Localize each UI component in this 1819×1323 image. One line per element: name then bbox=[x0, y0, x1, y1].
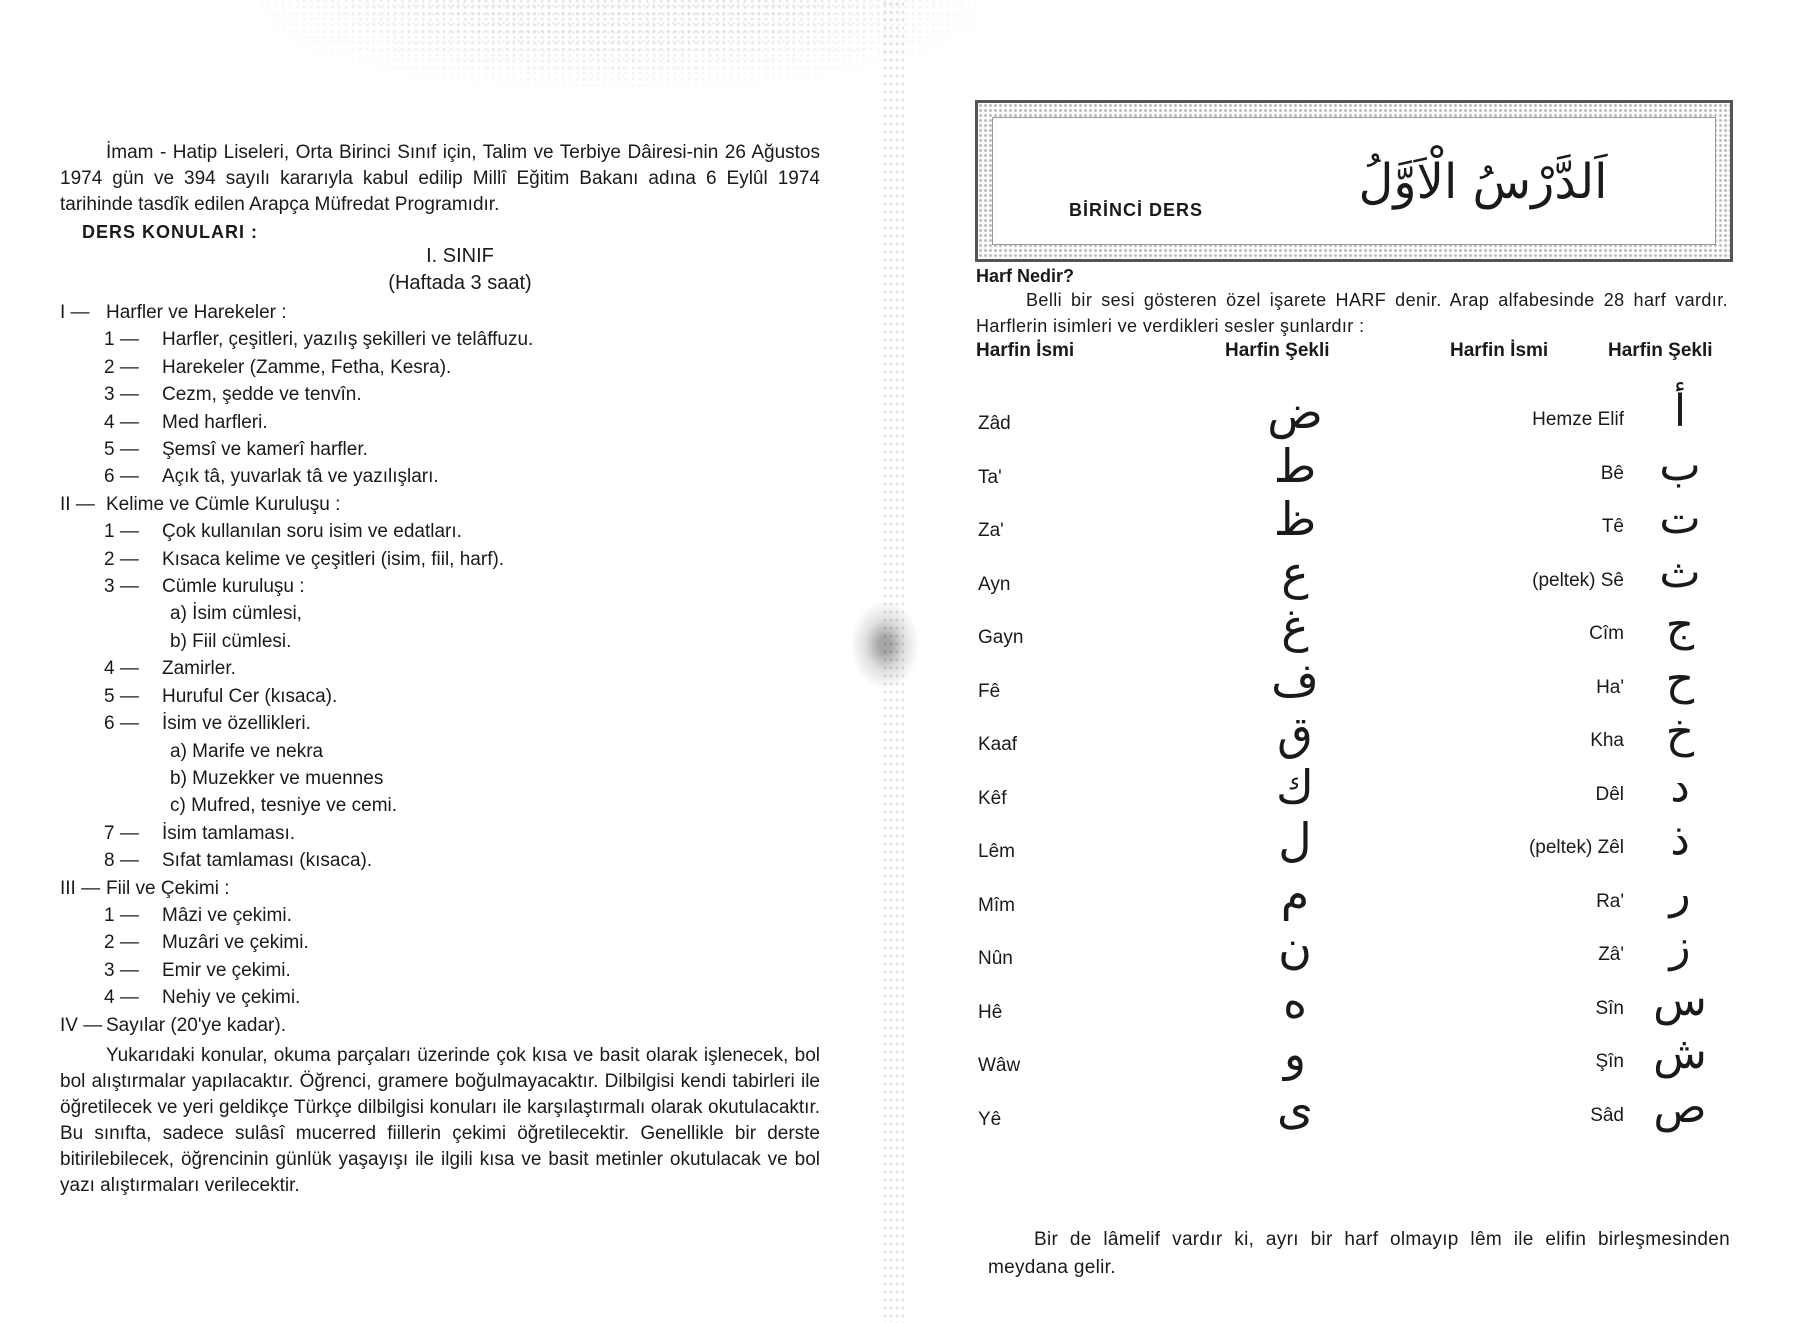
outline-item bbox=[60, 409, 820, 436]
closing-paragraph: Yukarıdaki konular, okuma parçaları üzerinde çok kısa ve basit olarak işlenecek, bol bol alıştırmalar yapılacaktır. Öğrenci, gramere boğulmayacaktır. Dilbilgisi kendi tabirleri ile öğretilecek ve yeri geldikçe Türkçe dilbilgisi konuları ile karşılaştırmalı olarak okutulacaktır. Bu sınıfta, sadece sulâsî mucerred fiillerin çekimi öğretilecektir. Genellikle bir derste bitirilebilecek, öğrencinin günlük yaşayışı ile ilgili kısa ve basit metinler okutulacak ve bol yazı alıştırmaları verilecektir. bbox=[60, 1044, 820, 1196]
letter-name: Sîn bbox=[1595, 997, 1624, 1019]
item-number: 2 — bbox=[104, 932, 139, 954]
letter-glyph: ش bbox=[1653, 1028, 1707, 1079]
section-title-text: Harfler ve Harekeler : bbox=[106, 302, 287, 323]
harf-nedir-heading: Harf Nedir? bbox=[976, 266, 1075, 286]
letter-name: Cîm bbox=[1589, 623, 1624, 644]
letter-name: (peltek) Zêl bbox=[1528, 837, 1624, 858]
letter-name: Hê bbox=[978, 1001, 1003, 1023]
item-text: Kısaca kelime ve çeşitleri (isim, fiil, harf). bbox=[162, 548, 505, 570]
letter-glyph: ف bbox=[1271, 652, 1319, 707]
section-number: IV — bbox=[60, 1014, 103, 1036]
item-text: Çok kullanılan soru isim ve edatları. bbox=[162, 521, 462, 543]
item-number: 6 — bbox=[104, 713, 139, 735]
letter-glyph: ج bbox=[1665, 600, 1695, 651]
letter-glyph: و bbox=[1283, 1027, 1307, 1081]
header-right-shape: Harfin Şekli bbox=[1608, 340, 1713, 361]
section-title bbox=[60, 299, 820, 326]
letter-name: Wâw bbox=[978, 1055, 1021, 1076]
item-text: Huruful Cer (kısaca). bbox=[162, 685, 338, 707]
definition-block bbox=[976, 266, 1728, 339]
letter-name: Şîn bbox=[1595, 1051, 1624, 1072]
letter-name: (peltek) Sê bbox=[1532, 569, 1624, 591]
letter-glyph: ل bbox=[1278, 813, 1312, 867]
header-left-shape: Harfin Şekli bbox=[1225, 340, 1330, 361]
letter-glyph: د bbox=[1670, 760, 1690, 812]
item-number: 1 — bbox=[104, 329, 139, 351]
letter-glyph: م bbox=[1280, 866, 1310, 921]
scan-noise-top bbox=[260, 0, 980, 140]
letter-glyph: غ bbox=[1281, 599, 1309, 653]
item-text: Sıfat tamlaması (kısaca). bbox=[162, 850, 373, 872]
item-number: 8 — bbox=[104, 850, 139, 872]
letter-name: Hemze Elif bbox=[1532, 409, 1624, 430]
outline-item bbox=[60, 573, 820, 600]
sub-item: c) Mufred, tesniye ve cemi. bbox=[170, 795, 398, 817]
letter-glyph: خ bbox=[1665, 707, 1695, 758]
left-page bbox=[60, 140, 820, 1199]
sub-item: b) Fiil cümlesi. bbox=[170, 630, 292, 652]
item-text: Şemsî ve kamerî harfler. bbox=[162, 439, 368, 461]
section-title bbox=[60, 1012, 820, 1039]
letter-glyph: ظ bbox=[1273, 492, 1317, 546]
letter-name: Kêf bbox=[978, 787, 1007, 809]
header-left-name: Harfin İsmi bbox=[976, 340, 1075, 361]
letter-glyph: ث bbox=[1659, 546, 1701, 598]
letter-glyph: ه bbox=[1282, 973, 1308, 1028]
outline-item bbox=[60, 381, 820, 408]
item-text: Açık tâ, yuvarlak tâ ve yazılışları. bbox=[162, 466, 439, 488]
section-number: II — bbox=[60, 493, 95, 515]
item-text: Cezm, şedde ve tenvîn. bbox=[162, 384, 362, 406]
item-number: 3 — bbox=[104, 384, 139, 406]
letter-name: Mîm bbox=[978, 894, 1015, 916]
letter-glyph: ر bbox=[1669, 867, 1691, 919]
outline-item bbox=[60, 683, 820, 710]
letter-glyph: ص bbox=[1653, 1081, 1707, 1133]
letter-glyph: ذ bbox=[1670, 814, 1690, 865]
item-number: 6 — bbox=[104, 466, 139, 488]
outline-item bbox=[60, 546, 820, 573]
item-number: 3 — bbox=[104, 959, 139, 981]
outline-item bbox=[60, 354, 820, 381]
outline-item bbox=[60, 463, 820, 490]
section-number: III — bbox=[60, 877, 101, 899]
item-text: Cümle kuruluşu : bbox=[162, 576, 305, 598]
outline-item bbox=[60, 820, 820, 847]
letter-name: Za' bbox=[978, 520, 1004, 541]
item-text: Emir ve çekimi. bbox=[162, 959, 291, 981]
item-number: 7 — bbox=[104, 822, 139, 844]
item-text: İsim ve özellikleri. bbox=[162, 713, 311, 735]
outline-item bbox=[60, 929, 820, 956]
sub-item: a) İsim cümlesi, bbox=[170, 603, 302, 625]
lamelif-note: Bir de lâmelif vardır ki, ayrı bir harf olmayıp lêm ile elifin birleşmesinden meydana gelir. bbox=[988, 1229, 1730, 1278]
letter-name: Kha bbox=[1590, 730, 1624, 751]
letter-name: Lêm bbox=[978, 841, 1015, 862]
section-number: I — bbox=[60, 302, 90, 323]
harf-definition: Belli bir sesi gösteren özel işarete HARF denir. Arap alfabesinde 28 harf vardır. Harflerin isimleri ve verdikleri sesler şunlardır : bbox=[976, 290, 1728, 336]
letter-glyph: ب bbox=[1659, 439, 1701, 491]
letter-name: Bê bbox=[1600, 462, 1624, 484]
lesson-title-frame bbox=[975, 100, 1733, 262]
section-title-text: Sayılar (20'ye kadar). bbox=[106, 1014, 286, 1036]
outline-item bbox=[60, 518, 820, 545]
letter-name: Zâ' bbox=[1598, 944, 1624, 965]
class-hours: (Haftada 3 saat) bbox=[388, 272, 532, 294]
item-number: 5 — bbox=[104, 685, 139, 707]
letter-glyph: ن bbox=[1278, 920, 1312, 974]
letter-name: Ayn bbox=[978, 573, 1011, 595]
lesson-title-panel bbox=[992, 117, 1716, 245]
item-number: 4 — bbox=[104, 658, 139, 680]
letter-glyph: س bbox=[1653, 974, 1707, 1026]
item-text: Mâzi ve çekimi. bbox=[162, 904, 292, 926]
outline-item bbox=[60, 326, 820, 353]
outline-item bbox=[60, 436, 820, 463]
letter-name: Ra' bbox=[1596, 890, 1624, 912]
letter-glyph: ض bbox=[1267, 385, 1323, 439]
letter-name: Sâd bbox=[1590, 1104, 1624, 1126]
letter-glyph: ى bbox=[1276, 1080, 1313, 1135]
letter-name: Fê bbox=[978, 680, 1001, 702]
letter-name: Ta' bbox=[978, 466, 1002, 488]
letter-glyph: أ bbox=[1673, 386, 1687, 437]
item-number: 2 — bbox=[104, 356, 139, 378]
item-text: Nehiy ve çekimi. bbox=[162, 987, 301, 1009]
section-title bbox=[60, 875, 820, 902]
letter-name: Nûn bbox=[978, 948, 1013, 969]
item-number: 4 — bbox=[104, 411, 139, 433]
outline-item bbox=[60, 847, 820, 874]
letter-glyph: ك bbox=[1276, 759, 1314, 814]
lesson-arabic-title: اَلدَّرْسُ الْاَوَّلُ bbox=[1358, 154, 1608, 210]
outline-item bbox=[60, 984, 820, 1011]
letter-glyph: ع bbox=[1281, 545, 1309, 600]
outline-item bbox=[60, 957, 820, 984]
letter-glyph: ت bbox=[1659, 493, 1701, 544]
item-number: 1 — bbox=[104, 521, 139, 543]
sub-item: a) Marife ve nekra bbox=[170, 740, 324, 762]
letter-name: Ha' bbox=[1596, 676, 1624, 698]
letter-name: Zâd bbox=[978, 413, 1011, 434]
lesson-label: BİRİNCİ DERS bbox=[1069, 200, 1204, 220]
letter-glyph: ز bbox=[1669, 921, 1691, 972]
item-text: Harfler, çeşitleri, yazılış şekilleri ve telâffuzu. bbox=[162, 329, 534, 351]
section-title bbox=[60, 491, 820, 518]
letter-glyph: ح bbox=[1665, 653, 1695, 705]
class-title: I. SINIF bbox=[426, 245, 494, 267]
section-title-text: Kelime ve Cümle Kuruluşu : bbox=[106, 493, 341, 515]
item-text: Muzâri ve çekimi. bbox=[162, 932, 309, 954]
letter-name: Kaaf bbox=[978, 734, 1018, 755]
letter-name: Tê bbox=[1601, 516, 1624, 537]
item-number: 1 — bbox=[104, 904, 139, 926]
topics-outline bbox=[60, 299, 820, 1039]
header-right-name: Harfin İsmi bbox=[1450, 340, 1549, 361]
letter-name: Yê bbox=[978, 1108, 1002, 1130]
sub-item: b) Muzekker ve muennes bbox=[170, 767, 384, 789]
gutter-smudge bbox=[850, 600, 920, 690]
letter-glyph: ق bbox=[1277, 706, 1313, 760]
letter-name: Dêl bbox=[1595, 783, 1624, 805]
letter-name: Gayn bbox=[978, 627, 1024, 648]
item-text: Harekeler (Zamme, Fetha, Kesra). bbox=[162, 356, 452, 378]
outline-item bbox=[60, 655, 820, 682]
item-number: 2 — bbox=[104, 548, 139, 570]
letter-glyph: ط bbox=[1273, 438, 1317, 493]
item-text: İsim tamlaması. bbox=[162, 822, 296, 844]
item-text: Med harfleri. bbox=[162, 411, 268, 433]
outline-item bbox=[60, 710, 820, 737]
item-number: 5 — bbox=[104, 439, 139, 461]
item-number: 3 — bbox=[104, 576, 139, 598]
ders-konulari-heading: DERS KONULARI : bbox=[82, 222, 258, 242]
item-number: 4 — bbox=[104, 987, 139, 1009]
outline-item bbox=[60, 902, 820, 929]
item-text: Zamirler. bbox=[162, 658, 236, 680]
intro-paragraph: İmam - Hatip Liseleri, Orta Birinci Sınıf için, Talim ve Terbiye Dâiresi-nin 26 Ağustos 1974 gün ve 394 sayılı kararıyla kabul edilip Millî Eğitim Bakanı adına 6 Eylûl 1974 tarihinde tasdîk edilen Arapça Müfredat Programıdır. bbox=[60, 142, 820, 215]
section-title-text: Fiil ve Çekimi : bbox=[106, 877, 230, 899]
